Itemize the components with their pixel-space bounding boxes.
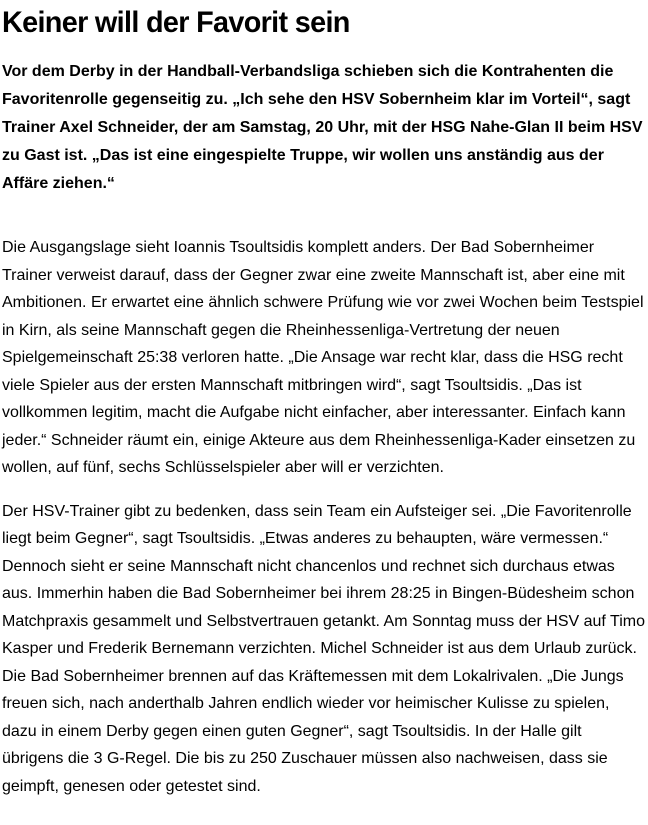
article-body-paragraph-1: Die Ausgangslage sieht Ioannis Tsoultsidis komplett anders. Der Bad Sobernheimer Trainer verweist darauf, dass der Gegner zwar eine zweite Mannschaft ist, aber eine mit Ambitionen. Er erwartet eine ähnlich schwere Prüfung wie vor zwei Wochen beim Testspiel in Kirn, als seine Mannschaft gegen die Rheinhessenliga-Vertretung der neuen Spielgemeinschaft 25:38 verloren hatte. „Die Ansage war recht klar, dass die HSG recht viele Spieler aus der ersten Mannschaft mitbringen wird“, sagt Tsoultsidis. „Das ist vollkommen legitim, macht die Aufgabe nicht einfacher, aber interessanter. Einfach kann jeder.“ Schneider räumt ein, einige Akteure aus dem Rheinhessenliga-Kader einsetzen zu wollen, auf fünf, sechs Schlüsselspieler aber will er verzichten. bbox=[2, 239, 644, 476]
article-headline: Keiner will der Favorit sein bbox=[2, 6, 350, 39]
article-body-paragraph-2: Der HSV-Trainer gibt zu bedenken, dass sein Team ein Aufsteiger sei. „Die Favoritenrolle liegt beim Gegner“, sagt Tsoultsidis. „Etwas anderes zu behaupten, wäre vermessen.“ Dennoch sieht er seine Mannschaft nicht chancenlos und rechnet sich durchaus etwas aus. Immerhin haben die Bad Sobernheimer bei ihrem 28:25 in Bingen-Büdesheim schon Matchpraxis gesammelt und Selbstvertrauen getankt. Am Sonntag muss der HSV auf Timo Kasper und Frederik Bernemann verzichten. Michel Schneider ist aus dem Urlaub zurück. Die Bad Sobernheimer brennen auf das Kräftemessen mit dem Lokalrivalen. „Die Jungs freuen sich, nach anderthalb Jahren endlich wieder vor heimischer Kulisse zu spielen, dazu in einem Derby gegen einen guten Gegner“, sagt Tsoultsidis. In der Halle gilt übrigens die 3 G-Regel. Die bis zu 250 Zuschauer müssen also nachweisen, dass sie geimpft, genesen oder getestet sind. bbox=[2, 502, 645, 795]
article-lead-paragraph: Vor dem Derby in der Handball-Verbandsliga schieben sich die Kontrahenten die Favoritenrolle gegenseitig zu. „Ich sehe den HSV Sobernheim klar im Vorteil“, sagt Trainer Axel Schneider, der am Samstag, 20 Uhr, mit der HSG Nahe-Glan II beim HSV zu Gast ist. „Das ist eine eingespielte Truppe, wir wollen uns anständig aus der Affäre ziehen.“ bbox=[2, 63, 643, 192]
